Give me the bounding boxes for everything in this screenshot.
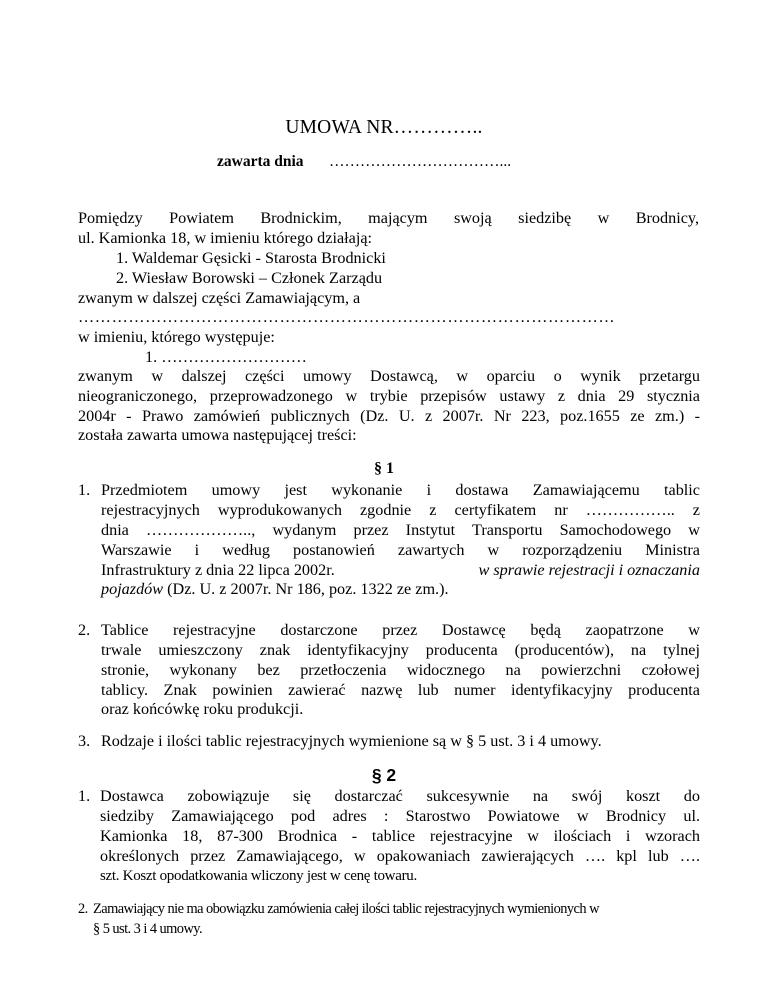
paragraph-line: § 5 ust. 3 i 4 umowy.: [93, 921, 203, 937]
paragraph-line: oraz końcówkę roku produkcji.: [101, 700, 304, 718]
paragraph-line: trwale umieszczony znak identyfikacyjny producenta (producentów), na tylnej: [101, 641, 700, 659]
parties-address: ul. Kamionka 18, w imieniu którego działają:: [78, 229, 372, 247]
parties-line: nieograniczonego, przeprowadzonego w trybie przepisów ustawy z dnia 29 stycznia: [78, 387, 700, 405]
contract-title: UMOWA NR…………..: [285, 117, 483, 138]
paragraph-line: Zamawiający nie ma obowiązku zamówienia całej ilości tablic rejestracyjnych wymienionych w: [93, 901, 599, 917]
paragraph-line: Kamionka 18, 87-300 Brodnica - tablice rejestracyjne w ilościach i wzorach: [100, 827, 700, 845]
section-heading: § 1: [374, 460, 394, 477]
contract-date-label: zawarta dnia: [217, 153, 304, 170]
paragraph-line: Dostawca zobowiązuje się dostarczać sukcesywnie na swój koszt do: [100, 787, 700, 805]
list-number: 2.: [78, 901, 88, 917]
parties-line: zwanym w dalszej części umowy Dostawcą, w oparciu o wynik przetargu: [78, 367, 700, 385]
section-heading: § 2: [371, 765, 397, 785]
signatory-1: 1. Waldemar Gęsicki - Starosta Brodnicki: [116, 249, 386, 267]
paragraph-line: Warszawie i według postanowień zawartych w rozporządzeniu Ministra: [101, 541, 700, 559]
parties-line: w imieniu, którego występuje:: [78, 328, 275, 346]
list-number: 1.: [78, 481, 91, 499]
regulation-title: w sprawie rejestracji i oznaczania: [478, 561, 700, 579]
paragraph-line: szt. Koszt opodatkowania wliczony jest w cenę towaru.: [100, 868, 417, 884]
paragraph-line: pojazdów (Dz. U. z 2007r. Nr 186, poz. 1322 ze zm.).: [101, 580, 449, 598]
paragraph-line: rejestracyjnych wyprodukowanych zgodnie z certyfikatem nr …………….. z: [101, 501, 700, 519]
parties-line: została zawarta umowa następującej treści:: [78, 426, 357, 444]
paragraph-line: stronie, wykonany bez przetłoczenia widocznego na powierzchni czołowej: [101, 661, 700, 679]
contractor-signatory: 1. ………………………: [145, 348, 307, 366]
parties-line: 2004r - Prawo zamówień publicznych (Dz. U. z 2007r. Nr 223, poz.1655 ze zm.) -: [78, 407, 700, 425]
contractor-blank: ……………………………………………………………………………………: [78, 308, 616, 326]
parties-line: zwanym w dalszej części Zamawiającym, a: [78, 289, 361, 307]
parties-line: Pomiędzy Powiatem Brodnickim, mającym swoją siedzibę w Brodnicy,: [78, 209, 699, 227]
paragraph-line: tablicy. Znak powinien zawierać nazwę lub numer identyfikacyjny producenta: [101, 681, 700, 699]
paragraph-line: Rodzaje i ilości tablic rejestracyjnych wymienione są w § 5 ust. 3 i 4 umowy.: [101, 732, 602, 750]
paragraph-line: siedziby Zamawiającego pod adres : Starostwo Powiatowe w Brodnicy ul.: [100, 807, 700, 825]
paragraph-line: dnia ……………….., wydanym przez Instytut Transportu Samochodowego w: [101, 521, 700, 539]
paragraph-line: Tablice rejestracyjne dostarczone przez Dostawcę będą zaopatrzone w: [101, 621, 700, 639]
paragraph-line: Infrastruktury z dnia 22 lipca 2002r.: [101, 561, 335, 579]
list-number: 1.: [78, 787, 91, 805]
paragraph-line: określonych przez Zamawiającego, w opakowaniach zawierających …. kpl lub ….: [100, 847, 700, 865]
signatory-2: 2. Wiesław Borowski – Członek Zarządu: [116, 269, 383, 287]
contract-date-blank: ……………………………...: [329, 153, 512, 170]
list-number: 2.: [78, 621, 91, 639]
paragraph-line: Przedmiotem umowy jest wykonanie i dostawa Zamawiającemu tablic: [101, 481, 700, 499]
list-number: 3.: [78, 732, 91, 750]
